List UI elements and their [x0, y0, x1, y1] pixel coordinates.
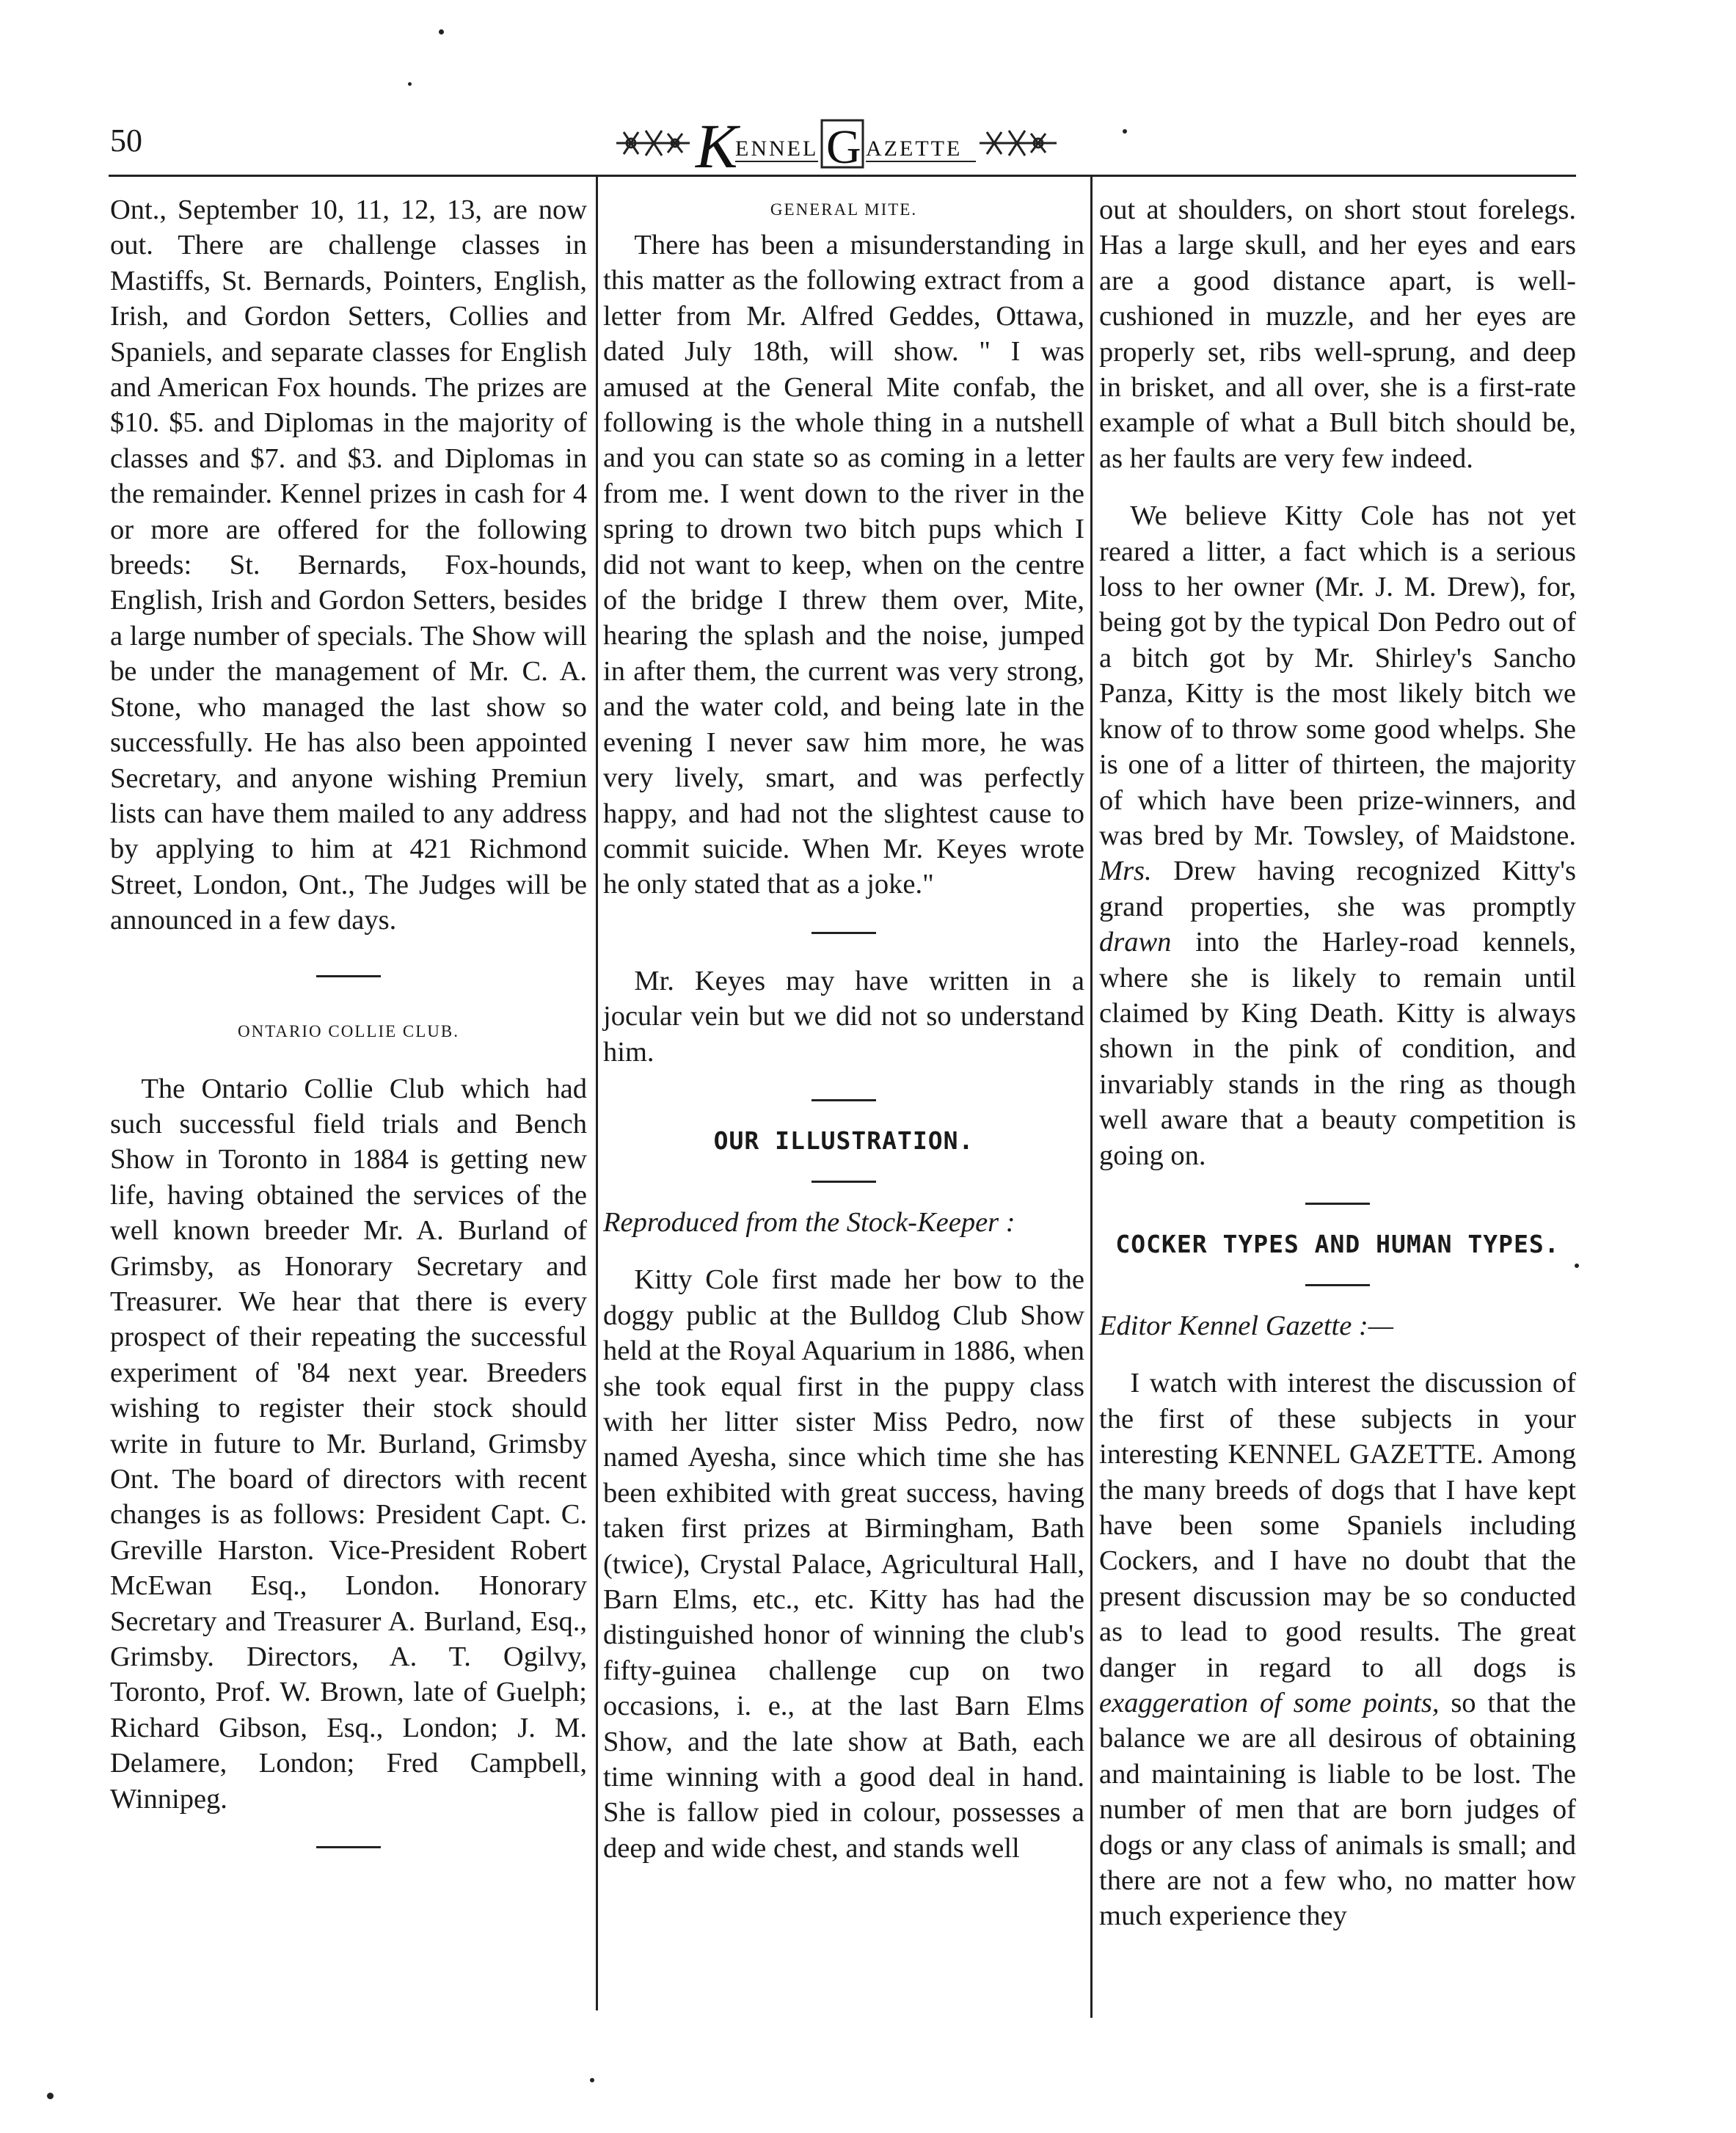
column-right	[1099, 192, 1576, 1934]
para-text: We believe Kitty Cole has not yet reared a litter, a fact which is a serious loss to her owner (Mr. J. M. Drew), for, being got by the typical Don Pedro out of a bitch got by Mr. Shirley's Sancho Panza, Kitty is the most likely bitch we know of to throw some good whelps. She is one of a litter of thirteen, the majority of which have been prize-winners, and was bred by Mr. Towsley, of Maidstone.	[1099, 500, 1576, 851]
header-rule	[109, 175, 1576, 177]
paragraph-kitty-cole-continued: out at shoulders, on short stout forelegs. Has a large skull, and her eyes and ears are a good distance apart, is well-cushioned in muzzle, and her eyes are properly set, ribs well-sprung, and deep in brisket, and all over, she is a first-rate example of what a Bull bitch should be, as her faults are very few indeed.	[1099, 194, 1576, 474]
small-caps-kennel-gazette: KENNEL GAZETTE	[1228, 1439, 1477, 1470]
masthead-word-azette: AZETTE	[866, 136, 963, 161]
masthead-letter-k: K	[696, 111, 738, 176]
masthead-letter-g: G	[826, 120, 861, 174]
salutation: Editor Kennel Gazette :—	[1099, 1310, 1393, 1341]
column-divider-right	[1090, 176, 1093, 2018]
paragraph-ontario-collie-club: The Ontario Collie Club which had such successful field trials and Bench Show in Toronto in 1884 is getting new life, having obtained the services of the well known breeder Mr. A. Burland of Grimsby, as Honorary Secretary and Treasurer. We hear that there is every prospect of their repeating the successful experiment of '84 next year. Breeders wishing to register their stock should write in future to Mr. Burland, Grimsby Ont. The board of directors with recent changes is as follows: President Capt. C. Greville Harston. Vice-President Robert McEwan Esq., London. Honorary Secretary and Treasurer A. Burland, Esq., Grimsby. Directors, A. T. Ogilvy, Toronto, Prof. W. Brown, late of Guelph; Richard Gibson, Esq., London; J. M. Delamere, London; Fred Campbell, Winnipeg.	[110, 1073, 587, 1815]
para-text: . Among the many breeds of dogs that I have kept have been some Spaniels including Cockers, and I have no doubt that the present discussion may be so conducted as to lead to good results. The great danger in regard to all dogs is	[1099, 1439, 1576, 1683]
paragraph-general-mite: There has been a misunderstanding in this matter as the following extract from a letter from Mr. Alfred Geddes, Ottawa, dated July 18th, will show. " I was amused at the General Mite confab, the following is the whole thing in a nutshell and you can state so as coming in a letter from me. I went down to the river in the spring to drown two bitch pups which I did not want to keep, when on the centre of the bridge I threw them over, Mite, hearing the splash and the noise, jumped in after them, the current was very strong, and the water cold, and being late in the evening I never saw him more, he was very lively, smart, and was perfectly happy, and had not the slightest cause to commit suicide. When Mr. Keyes wrote he only stated that as a joke."	[603, 230, 1084, 900]
scan-speck	[590, 2078, 594, 2082]
italic-exaggeration: exaggeration of some points,	[1099, 1688, 1440, 1719]
heading-cocker-types: COCKER TYPES AND HUMAN TYPES.	[1115, 1229, 1560, 1258]
column-left	[110, 192, 587, 1848]
para-text: I watch with interest the discussion of the first of these subjects in your interesting	[1099, 1368, 1576, 1470]
paragraph-cocker-letter	[1099, 1366, 1576, 1934]
para-text: into the Harley-road kennels, where she is likely to remain until claimed by King Death. Kitty is always shown in the pink of condition, and invariably stands in the ring as though well aware that a beauty competition is going on.	[1099, 927, 1576, 1171]
scan-speck	[408, 82, 412, 86]
source-credit: Reproduced from the Stock-Keeper :	[603, 1206, 1015, 1238]
heading-general-mite: GENERAL MITE.	[770, 200, 918, 219]
column-middle	[603, 192, 1084, 1866]
scan-speck	[439, 29, 444, 34]
heading-our-illustration: OUR ILLUSTRATION.	[713, 1126, 974, 1155]
paragraph-kitty-litter	[1099, 498, 1576, 1173]
stray-paragraph-show-notice: Ont., September 10, 11, 12, 13, are now out. There are challenge classes in Mastiffs, St. Bernards, Pointers, English, Irish, and Gordon Setters, Collies and Spaniels, and separate classes for English and American Fox hounds. The prizes are $10. $5. and Diplomas in the majority of classes and $7. and $3. and Diplomas in the remainder. Kennel prizes in cash for 4 or more are offered for the following breeds: St. Bernards, Fox-hounds, English, Irish and Gordon Setters, besides a large number of specials. The Show will be under the management of Mr. C. A. Stone, who managed the last show so successfully. He has also been appointed Secretary, and anyone wishing Premiun lists can have them mailed to any address by applying to him at 421 Richmond Street, London, Ont., The Judges will be announced in a few days.	[110, 194, 587, 936]
scan-speck	[1575, 1264, 1579, 1268]
right-ornament-icon	[980, 131, 1057, 156]
italic-drawn: drawn	[1099, 927, 1172, 958]
section-dash	[316, 1846, 381, 1848]
left-ornament-icon	[616, 131, 690, 156]
paragraph-kitty-cole: Kitty Cole first made her bow to the doggy public at the Bulldog Club Show held at the Royal Aquarium in 1886, when she took equal first in the puppy class with her litter sister Miss Pedro, now named Ayesha, since which time she has been exhibited with great success, having taken first prizes at Birmingham, Bath (twice), Crystal Palace, Agricultural Hall, Barn Elms, etc., etc. Kitty has had the distinguished honor of winning the club's fifty-guinea challenge cup on two occasions, i. e., at the last Barn Elms Show, and the late show at Bath, each time winning with a good deal in hand. She is fallow pied in colour, possesses a deep and wide chest, and stands well	[603, 1264, 1084, 1864]
page-number: 50	[110, 123, 142, 158]
italic-mrs: Mrs.	[1099, 856, 1152, 887]
para-text: Drew having recognized Kitty's grand properties, she was promptly	[1099, 856, 1577, 922]
scan-speck	[47, 2093, 54, 2099]
masthead-logo	[609, 110, 1064, 176]
masthead-word-ennel: ENNEL	[735, 136, 819, 161]
scan-speck	[1123, 129, 1127, 134]
heading-ontario-collie-club: ONTARIO COLLIE CLUB.	[238, 1021, 459, 1040]
column-divider-left	[596, 176, 598, 2010]
paragraph-keyes: Mr. Keyes may have written in a jocular vein but we did not so understand him.	[603, 965, 1084, 1068]
para-text: so that the balance we are all desirous of obtaining and maintaining is liable to be lost. The number of men that are born judges of dogs or any class of animals is small; and there are not a few who, no matter how much experience they	[1099, 1688, 1577, 1932]
